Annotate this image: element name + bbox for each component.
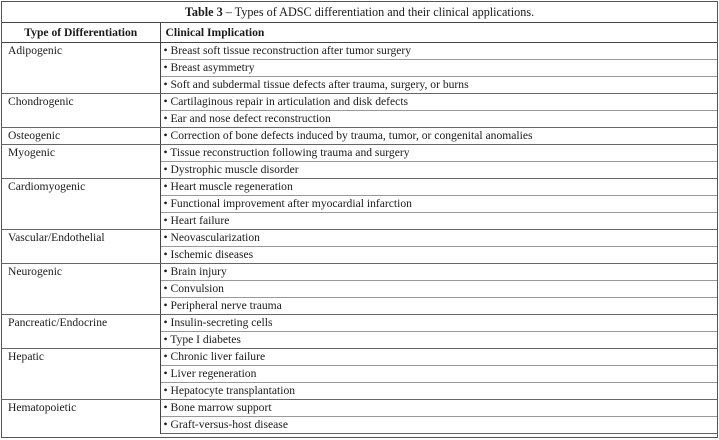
clinical-implication-cell: • Functional improvement after myocardial infarction	[160, 196, 717, 213]
table-row	[2, 179, 717, 196]
clinical-implication-cell: • Neovascularization	[160, 230, 717, 247]
differentiation-type-cell: Chondrogenic	[2, 94, 160, 128]
differentiation-type-cell: Hematopoietic	[2, 400, 160, 434]
clinical-implication-cell: • Insulin-secreting cells	[160, 315, 717, 332]
clinical-implication-cell: • Dystrophic muscle disorder	[160, 162, 717, 179]
differentiation-type-cell: Vascular/Endothelial	[2, 230, 160, 264]
header-implication: Clinical Implication	[160, 23, 717, 43]
table-row	[2, 349, 717, 366]
differentiation-type-cell: Hepatic	[2, 349, 160, 400]
table-row	[2, 145, 717, 162]
differentiation-type-cell: Osteogenic	[2, 128, 160, 145]
table-row	[2, 264, 717, 281]
clinical-implication-cell: • Type I diabetes	[160, 332, 717, 349]
clinical-implication-cell: • Cartilaginous repair in articulation and disk defects	[160, 94, 717, 111]
clinical-implication-cell: • Breast asymmetry	[160, 60, 717, 77]
table-body	[2, 43, 717, 434]
clinical-implication-cell: • Tissue reconstruction following trauma and surgery	[160, 145, 717, 162]
header-type: Type of Differentiation	[2, 23, 160, 43]
table-container	[1, 1, 718, 438]
clinical-implication-cell: • Ear and nose defect reconstruction	[160, 111, 717, 128]
clinical-implication-cell: • Heart failure	[160, 213, 717, 230]
clinical-implication-cell: • Soft and subdermal tissue defects after trauma, surgery, or burns	[160, 77, 717, 94]
differentiation-type-cell: Adipogenic	[2, 43, 160, 94]
clinical-implication-cell: • Peripheral nerve trauma	[160, 298, 717, 315]
clinical-implication-cell: • Graft-versus-host disease	[160, 417, 717, 434]
clinical-implication-cell: • Hepatocyte transplantation	[160, 383, 717, 400]
differentiation-type-cell: Cardiomyogenic	[2, 179, 160, 230]
clinical-implication-cell: • Heart muscle regeneration	[160, 179, 717, 196]
table-row	[2, 230, 717, 247]
differentiation-type-cell: Pancreatic/Endocrine	[2, 315, 160, 349]
clinical-implication-cell: • Convulsion	[160, 281, 717, 298]
differentiation-table	[2, 23, 717, 434]
clinical-implication-cell: • Chronic liver failure	[160, 349, 717, 366]
table-row	[2, 400, 717, 417]
table-row	[2, 94, 717, 111]
table-row	[2, 43, 717, 60]
clinical-implication-cell: • Correction of bone defects induced by trauma, tumor, or congenital anomalies	[160, 128, 717, 145]
table-caption	[2, 2, 717, 23]
clinical-implication-cell: • Breast soft tissue reconstruction after tumor surgery	[160, 43, 717, 60]
differentiation-type-cell: Neurogenic	[2, 264, 160, 315]
table-row	[2, 315, 717, 332]
caption-text: – Types of ADSC differentiation and their clinical applications.	[222, 5, 535, 19]
clinical-implication-cell: • Bone marrow support	[160, 400, 717, 417]
caption-label: Table 3	[184, 5, 223, 19]
clinical-implication-cell: • Liver regeneration	[160, 366, 717, 383]
header-row	[2, 23, 717, 43]
clinical-implication-cell: • Ischemic diseases	[160, 247, 717, 264]
clinical-implication-cell: • Brain injury	[160, 264, 717, 281]
table-row	[2, 128, 717, 145]
differentiation-type-cell: Myogenic	[2, 145, 160, 179]
